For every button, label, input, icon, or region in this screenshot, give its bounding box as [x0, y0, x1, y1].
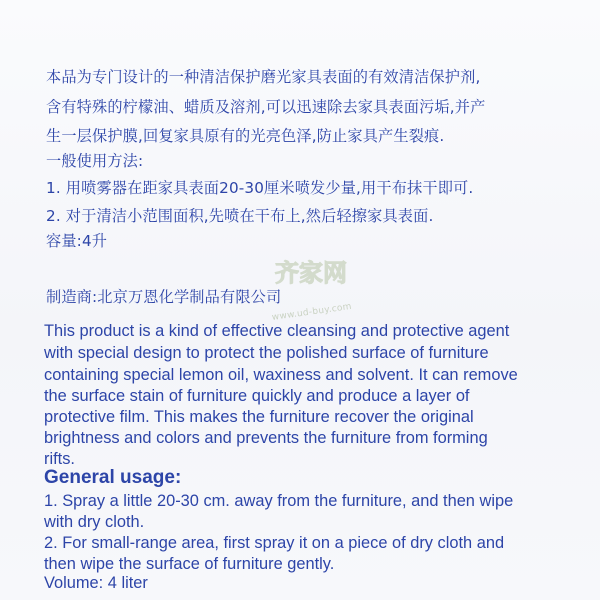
cn-usage-heading: 一般使用方法: — [46, 152, 144, 170]
cn-volume: 容量:4升 — [46, 232, 108, 250]
watermark-logo-text: 齐家网 — [275, 259, 347, 287]
cn-usage-item-2: 2. 对于清洁小范围面积,先喷在干布上,然后轻擦家具表面. — [46, 207, 434, 225]
en-usage-line-4: then wipe the surface of furniture gently. — [44, 555, 335, 573]
en-usage-heading: General usage: — [44, 467, 182, 488]
cn-description-line-3: 生一层保护膜,回复家具原有的光亮色泽,防止家具产生裂痕. — [46, 127, 445, 145]
en-usage-line-2: with dry cloth. — [44, 513, 145, 531]
en-usage-line-1: 1. Spray a little 20-30 cm. away from the furniture, and then wipe — [44, 492, 514, 510]
en-description-line-1: This product is a kind of effective cleansing and protective agent — [44, 322, 510, 340]
en-description-line-2: with special design to protect the polished surface of furniture — [44, 344, 489, 362]
en-volume: Volume: 4 liter — [44, 574, 148, 592]
en-description-line-4: the surface stain of furniture quickly and produce a layer of — [44, 387, 470, 405]
en-usage-line-3: 2. For small-range area, first spray it on a piece of dry cloth and — [44, 534, 505, 552]
watermark-url: www.ud-buy.com — [271, 301, 353, 323]
en-description-line-3: containing special lemon oil, waxiness and solvent. It can remove — [44, 366, 518, 384]
cn-manufacturer: 制造商:北京万恩化学制品有限公司 — [46, 288, 282, 306]
cn-description-line-2: 含有特殊的柠檬油、蜡质及溶剂,可以迅速除去家具表面污垢,并产 — [46, 98, 486, 116]
en-description-line-5: protective film. This makes the furniture recover the original — [44, 408, 474, 426]
cn-description-line-1: 本品为专门设计的一种清洁保护磨光家具表面的有效清洁保护剂, — [46, 68, 481, 86]
en-description-line-7: rifts. — [44, 450, 75, 468]
cn-usage-item-1: 1. 用喷雾器在距家具表面20-30厘米喷发少量,用干布抹干即可. — [46, 179, 474, 197]
en-description-line-6: brightness and colors and prevents the furniture from forming — [44, 429, 488, 447]
watermark-logo — [266, 258, 356, 288]
